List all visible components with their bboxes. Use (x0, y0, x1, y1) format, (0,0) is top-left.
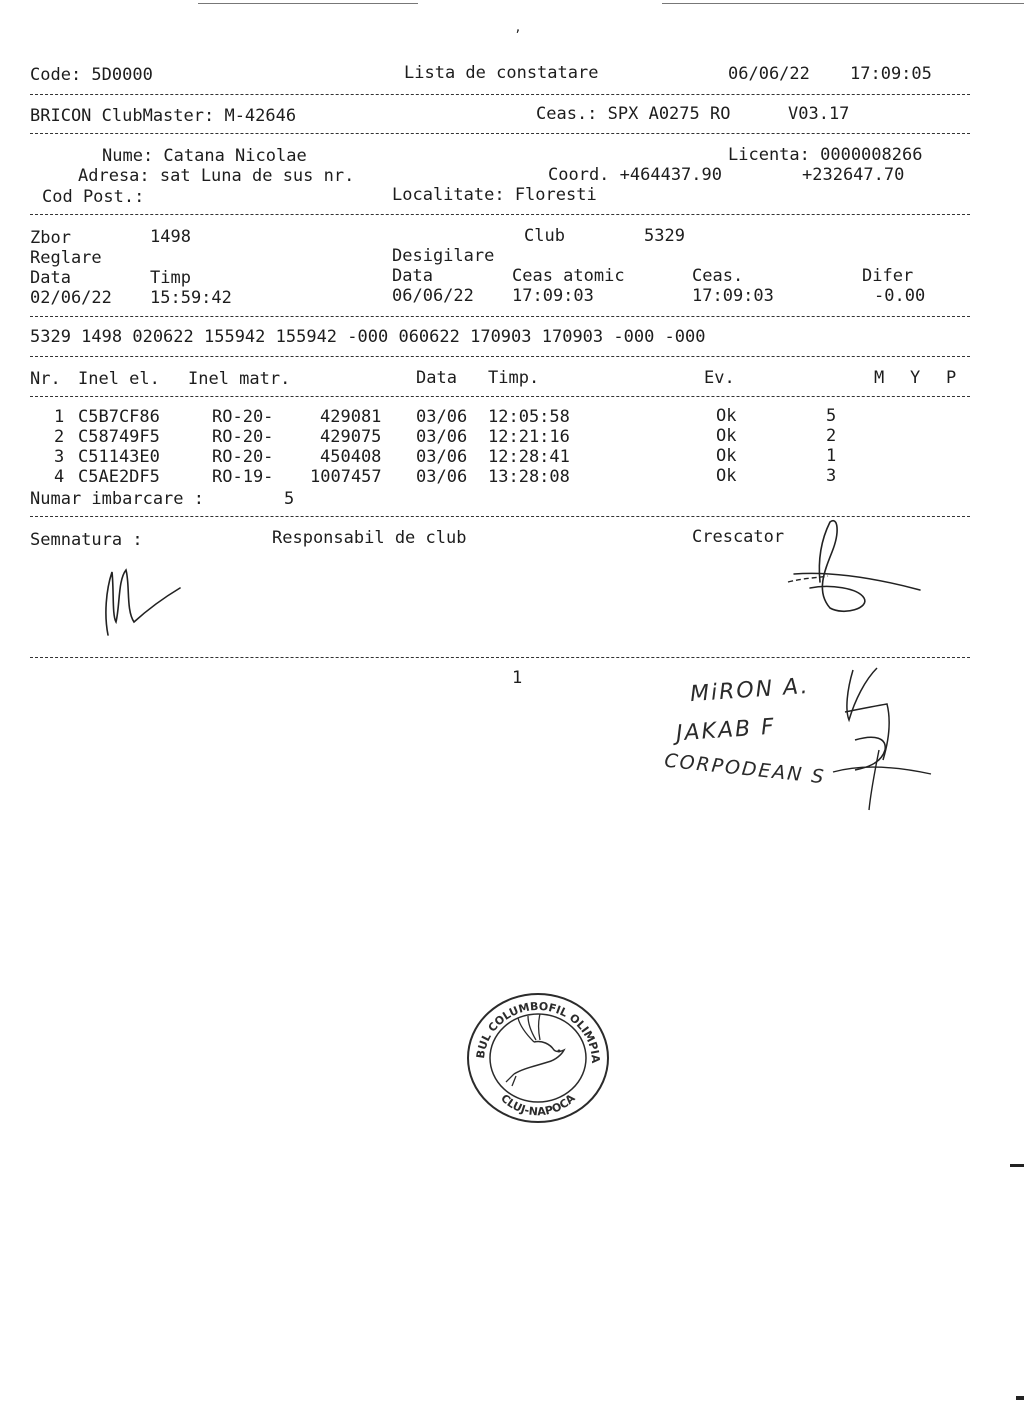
club-responsible-label: Responsabil de club (272, 528, 467, 548)
club-stamp (459, 980, 612, 1126)
scan-edge-line (198, 3, 418, 4)
dove-icon (506, 1014, 564, 1086)
col-header-timp: Timp. (488, 368, 540, 388)
reglare-time: 15:59:42 (150, 288, 232, 308)
col-header-inel-matr: Inel matr. (188, 369, 291, 389)
row-ring-prefix: RO-20- (212, 407, 274, 427)
license-number: Licenta: 0000008266 (728, 145, 923, 165)
row-nr: 4 (54, 467, 65, 487)
col-header-y: Y (910, 368, 921, 388)
zbor-label: Zbor (30, 228, 71, 248)
clock-time: 17:09:03 (692, 286, 774, 306)
scan-edge-mark (1016, 1396, 1024, 1400)
boarding-count: 5 (284, 489, 295, 509)
difference-label: Difer (862, 266, 914, 286)
row-time: 12:05:58 (488, 407, 570, 427)
divider (30, 133, 970, 134)
row-time: 12:21:16 (488, 427, 570, 447)
divider (30, 396, 970, 397)
col-header-m: M (874, 368, 885, 388)
row-event: Ok (716, 406, 737, 426)
signature-label: Semnatura : (30, 530, 143, 550)
handwritten-name-corpodean: CORPODEAN S (663, 749, 827, 789)
row-time: 12:28:41 (488, 447, 570, 467)
divider (30, 356, 970, 357)
divider (30, 657, 970, 658)
atomic-clock-time: 17:09:03 (512, 286, 594, 306)
firmware-version: V03.17 (788, 104, 850, 124)
col-header-inel-el: Inel el. (78, 369, 160, 389)
row-event: Ok (716, 446, 737, 466)
code-line: 5329 1498 020622 155942 155942 -000 060622 170903 170903 -000 -000 (30, 327, 706, 347)
col-header-nr: Nr. (30, 369, 61, 389)
row-m: 2 (826, 426, 837, 446)
clock-id: Ceas.: SPX A0275 RO (536, 104, 731, 124)
row-ring-number: 429081 (320, 407, 382, 427)
divider (30, 316, 970, 317)
col-header-data: Data (416, 368, 457, 388)
handwritten-name-miron: MiRON A. (689, 673, 811, 708)
row-ring-prefix: RO-19- (212, 467, 274, 487)
reglare-label: Reglare (30, 248, 102, 268)
divider (30, 214, 970, 215)
col-header-p: P (946, 368, 957, 388)
clock-label: Ceas. (692, 266, 744, 286)
row-m: 1 (826, 446, 837, 466)
breeder-label: Crescator (692, 527, 785, 547)
row-ring-prefix: RO-20- (212, 427, 274, 447)
desigilare-date-label: Data (392, 266, 433, 286)
document-title: Lista de constatare (404, 63, 599, 83)
row-date: 03/06 (416, 467, 468, 487)
stamp-text-bottom: CLUJ-NAPOCA (498, 1091, 578, 1119)
locality: Localitate: Floresti (392, 185, 597, 205)
handwritten-name-jakab: JAKAB F (675, 714, 777, 747)
coordinate-lon: +232647.70 (802, 165, 905, 185)
row-time: 13:28:08 (488, 467, 570, 487)
postal-code: Cod Post.: (42, 187, 145, 207)
zbor-value: 1498 (150, 227, 191, 247)
row-nr: 2 (54, 427, 65, 447)
row-m: 5 (826, 406, 837, 426)
atomic-clock-label: Ceas atomic (512, 266, 625, 286)
reglare-date: 02/06/22 (30, 288, 112, 308)
row-ring-number: 1007457 (310, 467, 382, 487)
row-date: 03/06 (416, 407, 468, 427)
row-inel-el: C58749F5 (78, 427, 160, 447)
stamp-text-top: CLUBUL COLUMBOFIL OLIMPIA 04 (459, 980, 603, 1064)
code-label: Code: 5D0000 (30, 65, 153, 85)
col-header-ev: Ev. (704, 368, 735, 388)
breeder-signature (780, 512, 930, 622)
row-nr: 3 (54, 447, 65, 467)
coordinate-lat: Coord. +464437.90 (548, 165, 722, 185)
divider (30, 94, 970, 95)
club-label: Club (524, 226, 565, 246)
club-value: 5329 (644, 226, 685, 246)
row-date: 03/06 (416, 447, 468, 467)
reglare-time-label: Timp (150, 268, 191, 288)
print-date: 06/06/22 (728, 64, 810, 84)
desigilare-label: Desigilare (392, 246, 495, 266)
print-time: 17:09:05 (850, 64, 932, 84)
row-event: Ok (716, 466, 737, 486)
owner-name: Nume: Catana Nicolae (102, 146, 307, 166)
row-nr: 1 (54, 407, 65, 427)
scan-edge-mark (1010, 1164, 1024, 1167)
desigilare-date: 06/06/22 (392, 286, 474, 306)
row-event: Ok (716, 426, 737, 446)
row-date: 03/06 (416, 427, 468, 447)
row-m: 3 (826, 466, 837, 486)
owner-address: Adresa: sat Luna de sus nr. (78, 166, 355, 186)
row-inel-el: C51143E0 (78, 447, 160, 467)
row-ring-number: 429075 (320, 427, 382, 447)
page-number: 1 (512, 668, 523, 688)
row-inel-el: C5AE2DF5 (78, 467, 160, 487)
clubmaster-id: BRICON ClubMaster: M-42646 (30, 106, 297, 126)
reglare-date-label: Data (30, 268, 71, 288)
witness-signature (825, 660, 935, 820)
boarding-label: Numar imbarcare : (30, 489, 204, 509)
stray-mark: ʼ (514, 28, 522, 42)
row-ring-number: 450408 (320, 447, 382, 467)
difference-value: -0.00 (874, 286, 926, 306)
responsible-signature (90, 560, 200, 650)
scan-edge-line (662, 3, 1024, 4)
row-ring-prefix: RO-20- (212, 447, 274, 467)
row-inel-el: C5B7CF86 (78, 407, 160, 427)
